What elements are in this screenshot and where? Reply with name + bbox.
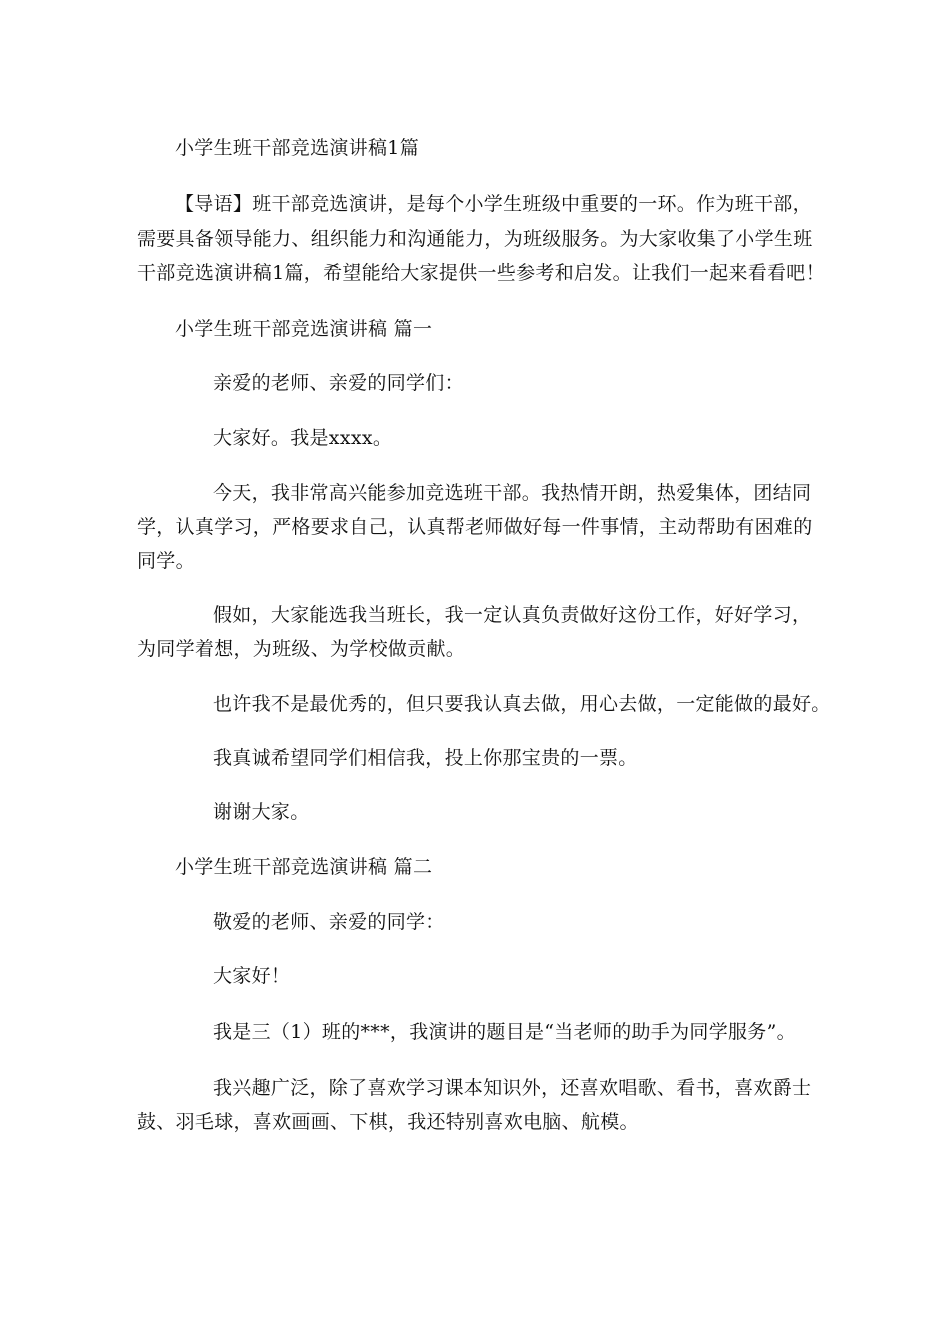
section2-p1: 我是三（1）班的***，我演讲的题目是“当老师的助手为同学服务”。 — [213, 1021, 796, 1043]
section2-p2-line1: 我兴趣广泛，除了喜欢学习课本知识外，还喜欢唱歌、看书，喜欢爵士 — [213, 1077, 812, 1099]
section2-p2-line2: 鼓、羽毛球，喜欢画画、下棋，我还特别喜欢电脑、航模。 — [137, 1111, 639, 1133]
intro-line-1: 【导语】班干部竞选演讲，是每个小学生班级中重要的一环。作为班干部， — [175, 193, 812, 215]
intro-line-2: 需要具备领导能力、组织能力和沟通能力，为班级服务。为大家收集了小学生班 — [137, 228, 813, 250]
section1-p1-line1: 今天，我非常高兴能参加竞选班干部。我热情开朗，热爱集体，团结同 — [213, 482, 812, 504]
section1-thanks: 谢谢大家。 — [213, 801, 310, 823]
document-title: 小学生班干部竞选演讲稿1篇 — [175, 137, 419, 159]
section2-hello: 大家好！ — [213, 965, 291, 987]
section1-hello: 大家好。我是xxxx。 — [213, 427, 393, 449]
section1-p4: 我真诚希望同学们相信我，投上你那宝贵的一票。 — [213, 747, 638, 769]
section1-p1-line3: 同学。 — [137, 550, 195, 572]
section2-greeting: 敬爱的老师、亲爱的同学： — [213, 911, 445, 933]
section1-p2-line2: 为同学着想，为班级、为学校做贡献。 — [137, 638, 466, 660]
section1-p2-line1: 假如，大家能选我当班长，我一定认真负责做好这份工作，好好学习， — [213, 604, 812, 626]
section2-heading: 小学生班干部竞选演讲稿 篇二 — [175, 856, 433, 878]
section1-heading: 小学生班干部竞选演讲稿 篇一 — [175, 318, 433, 340]
section1-p1-line2: 学，认真学习，严格要求自己，认真帮老师做好每一件事情，主动帮助有困难的 — [137, 516, 813, 538]
section1-greeting: 亲爱的老师、亲爱的同学们： — [213, 372, 464, 394]
intro-line-3: 干部竞选演讲稿1篇，希望能给大家提供一些参考和启发。让我们一起来看看吧！ — [137, 262, 825, 284]
section1-p3: 也许我不是最优秀的，但只要我认真去做，用心去做，一定能做的最好。 — [213, 693, 831, 715]
